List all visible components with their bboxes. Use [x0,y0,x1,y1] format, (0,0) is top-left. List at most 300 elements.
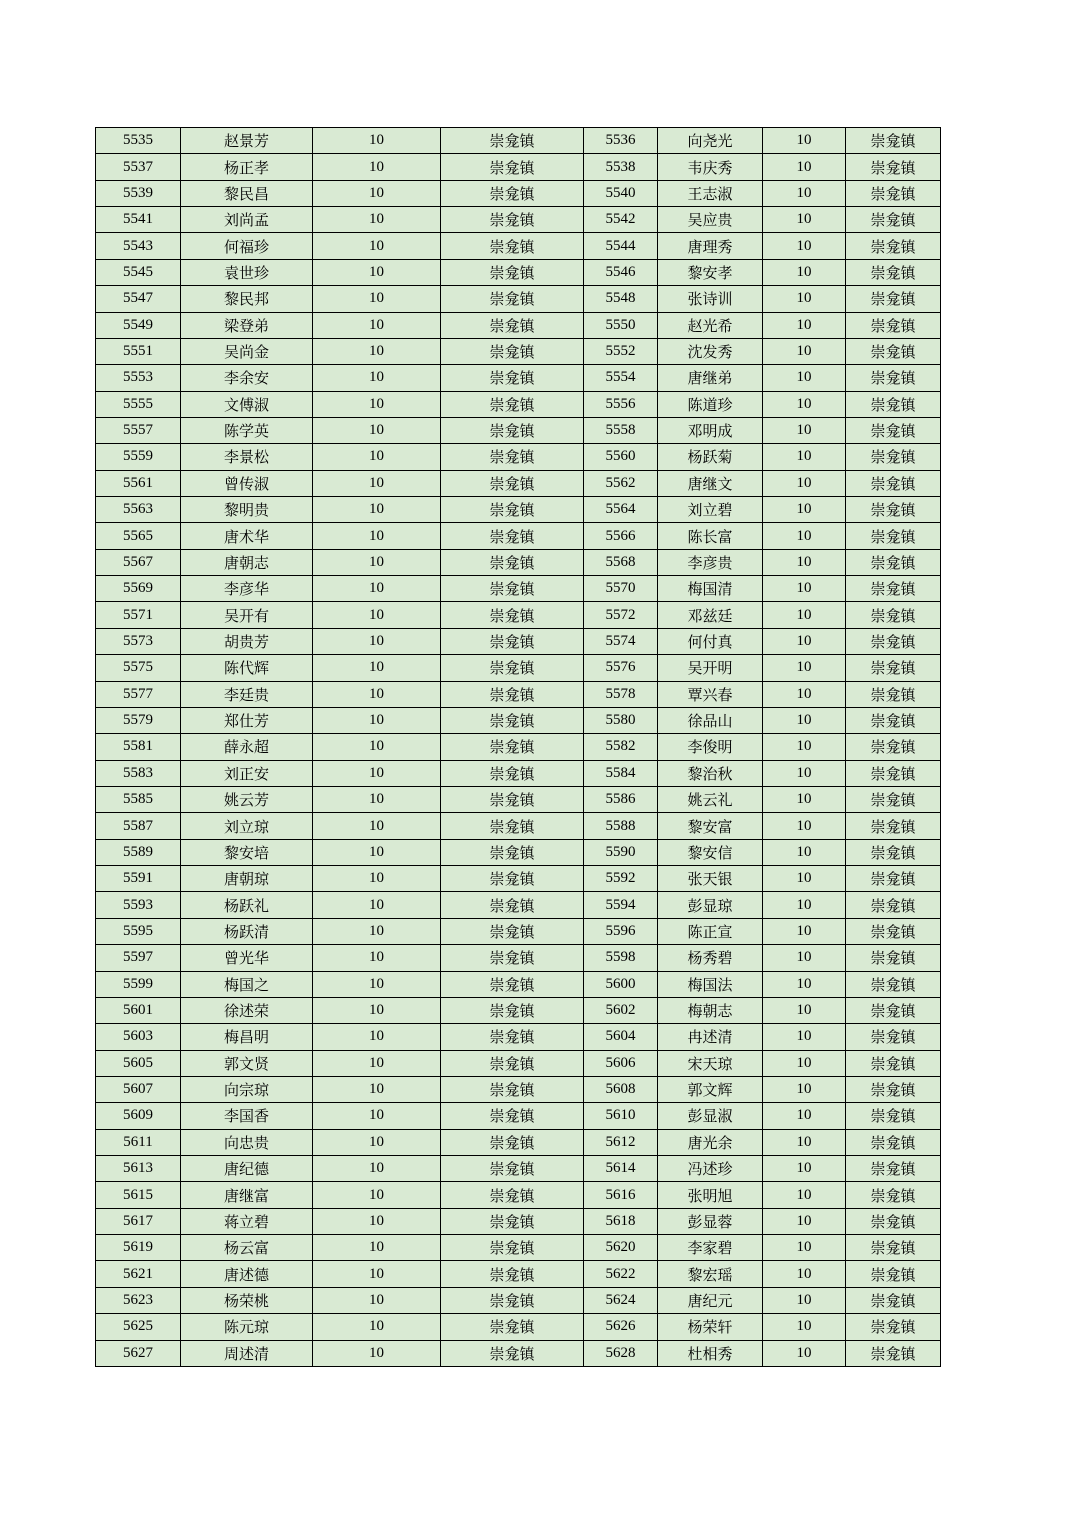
name-cell-left: 唐朝志 [181,549,313,575]
name-cell-right: 赵光希 [658,312,763,338]
name-cell-right: 李彦贵 [658,549,763,575]
name-cell-right: 唐继文 [658,470,763,496]
serial-cell-left: 5553 [96,365,181,391]
name-cell-right: 刘立碧 [658,497,763,523]
name-cell-right: 彭显淑 [658,1103,763,1129]
name-cell-right: 郭文辉 [658,1076,763,1102]
name-cell-left: 黎民邦 [181,286,313,312]
name-cell-right: 黎安孝 [658,259,763,285]
town-cell-right: 崇龛镇 [846,1182,941,1208]
serial-cell-left: 5617 [96,1208,181,1234]
serial-cell-left: 5545 [96,259,181,285]
name-cell-left: 唐继富 [181,1182,313,1208]
table-row [96,233,941,259]
serial-cell-left: 5587 [96,813,181,839]
town-cell-left: 崇龛镇 [441,813,584,839]
amount-cell-right: 10 [763,866,846,892]
serial-cell-left: 5585 [96,786,181,812]
serial-cell-right: 5548 [584,286,658,312]
serial-cell-right: 5554 [584,365,658,391]
amount-cell-left: 10 [313,786,441,812]
name-cell-left: 吴尚金 [181,338,313,364]
name-cell-right: 邓明成 [658,417,763,443]
table-row [96,655,941,681]
amount-cell-right: 10 [763,734,846,760]
serial-cell-left: 5573 [96,628,181,654]
town-cell-right: 崇龛镇 [846,918,941,944]
name-cell-left: 胡贵芳 [181,628,313,654]
amount-cell-right: 10 [763,549,846,575]
name-cell-left: 刘尚孟 [181,207,313,233]
table-row [96,417,941,443]
serial-cell-right: 5594 [584,892,658,918]
town-cell-left: 崇龛镇 [441,866,584,892]
amount-cell-left: 10 [313,1235,441,1261]
name-cell-right: 彭显蓉 [658,1208,763,1234]
serial-cell-left: 5543 [96,233,181,259]
amount-cell-right: 10 [763,338,846,364]
amount-cell-left: 10 [313,918,441,944]
name-cell-right: 彭显琼 [658,892,763,918]
serial-cell-right: 5620 [584,1235,658,1261]
amount-cell-right: 10 [763,839,846,865]
town-cell-left: 崇龛镇 [441,259,584,285]
serial-cell-right: 5590 [584,839,658,865]
name-cell-left: 徐述荣 [181,997,313,1023]
town-cell-right: 崇龛镇 [846,523,941,549]
name-cell-left: 黎明贵 [181,497,313,523]
town-cell-left: 崇龛镇 [441,391,584,417]
name-cell-left: 赵景芳 [181,128,313,154]
amount-cell-right: 10 [763,1129,846,1155]
amount-cell-right: 10 [763,707,846,733]
table-row [96,1235,941,1261]
table-row [96,259,941,285]
amount-cell-right: 10 [763,786,846,812]
amount-cell-left: 10 [313,207,441,233]
table-row [96,154,941,180]
name-cell-right: 杨秀碧 [658,945,763,971]
name-cell-right: 梅国法 [658,971,763,997]
town-cell-right: 崇龛镇 [846,839,941,865]
town-cell-left: 崇龛镇 [441,681,584,707]
town-cell-right: 崇龛镇 [846,286,941,312]
amount-cell-left: 10 [313,602,441,628]
serial-cell-left: 5561 [96,470,181,496]
amount-cell-left: 10 [313,892,441,918]
serial-cell-right: 5592 [584,866,658,892]
name-cell-right: 覃兴春 [658,681,763,707]
serial-cell-right: 5602 [584,997,658,1023]
table-row [96,286,941,312]
town-cell-left: 崇龛镇 [441,760,584,786]
town-cell-right: 崇龛镇 [846,1156,941,1182]
serial-cell-left: 5619 [96,1235,181,1261]
serial-cell-right: 5596 [584,918,658,944]
amount-cell-right: 10 [763,1287,846,1313]
name-cell-left: 蒋立碧 [181,1208,313,1234]
name-cell-left: 梅国之 [181,971,313,997]
amount-cell-right: 10 [763,945,846,971]
amount-cell-right: 10 [763,1076,846,1102]
serial-cell-right: 5558 [584,417,658,443]
town-cell-right: 崇龛镇 [846,971,941,997]
amount-cell-right: 10 [763,1182,846,1208]
amount-cell-right: 10 [763,1050,846,1076]
table-row [96,1340,941,1366]
serial-cell-left: 5607 [96,1076,181,1102]
serial-cell-right: 5560 [584,444,658,470]
town-cell-right: 崇龛镇 [846,655,941,681]
name-cell-left: 李余安 [181,365,313,391]
town-cell-right: 崇龛镇 [846,180,941,206]
name-cell-right: 王志淑 [658,180,763,206]
table-row [96,338,941,364]
town-cell-left: 崇龛镇 [441,576,584,602]
name-cell-left: 陈学英 [181,417,313,443]
amount-cell-left: 10 [313,365,441,391]
serial-cell-left: 5555 [96,391,181,417]
amount-cell-right: 10 [763,417,846,443]
name-cell-right: 韦庆秀 [658,154,763,180]
serial-cell-right: 5566 [584,523,658,549]
name-cell-right: 吴开明 [658,655,763,681]
serial-cell-left: 5595 [96,918,181,944]
name-cell-right: 陈长富 [658,523,763,549]
serial-cell-left: 5625 [96,1314,181,1340]
amount-cell-right: 10 [763,892,846,918]
table-row [96,207,941,233]
table-row [96,602,941,628]
serial-cell-left: 5583 [96,760,181,786]
amount-cell-left: 10 [313,312,441,338]
amount-cell-right: 10 [763,655,846,681]
name-cell-left: 杨荣桃 [181,1287,313,1313]
serial-cell-left: 5621 [96,1261,181,1287]
amount-cell-right: 10 [763,207,846,233]
amount-cell-left: 10 [313,971,441,997]
amount-cell-right: 10 [763,154,846,180]
town-cell-left: 崇龛镇 [441,1129,584,1155]
serial-cell-right: 5568 [584,549,658,575]
serial-cell-left: 5547 [96,286,181,312]
serial-cell-left: 5565 [96,523,181,549]
town-cell-right: 崇龛镇 [846,312,941,338]
amount-cell-right: 10 [763,497,846,523]
amount-cell-right: 10 [763,628,846,654]
name-cell-left: 杨跃礼 [181,892,313,918]
town-cell-right: 崇龛镇 [846,233,941,259]
town-cell-left: 崇龛镇 [441,523,584,549]
amount-cell-left: 10 [313,707,441,733]
town-cell-left: 崇龛镇 [441,945,584,971]
town-cell-left: 崇龛镇 [441,997,584,1023]
name-cell-left: 黎安培 [181,839,313,865]
town-cell-left: 崇龛镇 [441,892,584,918]
name-cell-right: 唐理秀 [658,233,763,259]
town-cell-left: 崇龛镇 [441,338,584,364]
name-cell-left: 曾传淑 [181,470,313,496]
name-cell-right: 黎宏瑶 [658,1261,763,1287]
town-cell-right: 崇龛镇 [846,681,941,707]
town-cell-left: 崇龛镇 [441,1076,584,1102]
town-cell-left: 崇龛镇 [441,734,584,760]
name-cell-left: 杨跃清 [181,918,313,944]
town-cell-left: 崇龛镇 [441,1103,584,1129]
amount-cell-left: 10 [313,259,441,285]
town-cell-right: 崇龛镇 [846,417,941,443]
name-cell-left: 唐纪德 [181,1156,313,1182]
town-cell-right: 崇龛镇 [846,945,941,971]
serial-cell-right: 5604 [584,1024,658,1050]
serial-cell-right: 5564 [584,497,658,523]
town-cell-right: 崇龛镇 [846,338,941,364]
name-cell-right: 杨荣轩 [658,1314,763,1340]
serial-cell-right: 5536 [584,128,658,154]
town-cell-right: 崇龛镇 [846,1340,941,1366]
table-row [96,523,941,549]
name-cell-right: 陈道珍 [658,391,763,417]
table-row [96,628,941,654]
name-cell-left: 唐述德 [181,1261,313,1287]
town-cell-left: 崇龛镇 [441,444,584,470]
town-cell-right: 崇龛镇 [846,707,941,733]
amount-cell-left: 10 [313,338,441,364]
name-cell-left: 姚云芳 [181,786,313,812]
amount-cell-right: 10 [763,523,846,549]
table-row [96,549,941,575]
name-cell-right: 沈发秀 [658,338,763,364]
table-row [96,1208,941,1234]
serial-cell-left: 5569 [96,576,181,602]
name-cell-left: 袁世珍 [181,259,313,285]
name-cell-left: 杨正孝 [181,154,313,180]
amount-cell-right: 10 [763,1340,846,1366]
name-cell-right: 何付真 [658,628,763,654]
table-row [96,839,941,865]
amount-cell-right: 10 [763,128,846,154]
town-cell-left: 崇龛镇 [441,655,584,681]
town-cell-right: 崇龛镇 [846,1076,941,1102]
serial-cell-right: 5570 [584,576,658,602]
amount-cell-right: 10 [763,1314,846,1340]
amount-cell-left: 10 [313,1156,441,1182]
serial-cell-right: 5584 [584,760,658,786]
amount-cell-left: 10 [313,839,441,865]
serial-cell-left: 5535 [96,128,181,154]
town-cell-right: 崇龛镇 [846,1050,941,1076]
amount-cell-right: 10 [763,470,846,496]
name-cell-right: 宋天琼 [658,1050,763,1076]
name-cell-left: 文傅淑 [181,391,313,417]
name-cell-left: 周述清 [181,1340,313,1366]
town-cell-right: 崇龛镇 [846,1129,941,1155]
amount-cell-left: 10 [313,1024,441,1050]
town-cell-left: 崇龛镇 [441,707,584,733]
serial-cell-right: 5608 [584,1076,658,1102]
town-cell-right: 崇龛镇 [846,786,941,812]
name-cell-right: 邓兹廷 [658,602,763,628]
amount-cell-left: 10 [313,813,441,839]
amount-cell-left: 10 [313,128,441,154]
name-cell-right: 唐继弟 [658,365,763,391]
town-cell-left: 崇龛镇 [441,1287,584,1313]
table-row [96,786,941,812]
town-cell-right: 崇龛镇 [846,760,941,786]
name-cell-right: 李家碧 [658,1235,763,1261]
table-row [96,760,941,786]
amount-cell-right: 10 [763,602,846,628]
serial-cell-left: 5579 [96,707,181,733]
amount-cell-left: 10 [313,1314,441,1340]
town-cell-left: 崇龛镇 [441,1314,584,1340]
amount-cell-right: 10 [763,760,846,786]
amount-cell-left: 10 [313,1208,441,1234]
town-cell-left: 崇龛镇 [441,918,584,944]
name-cell-left: 梅昌明 [181,1024,313,1050]
name-cell-right: 向尧光 [658,128,763,154]
serial-cell-left: 5581 [96,734,181,760]
serial-cell-right: 5540 [584,180,658,206]
name-cell-right: 冯述珍 [658,1156,763,1182]
amount-cell-right: 10 [763,312,846,338]
name-cell-left: 薛永超 [181,734,313,760]
table-row [96,470,941,496]
town-cell-left: 崇龛镇 [441,286,584,312]
table-row [96,1129,941,1155]
amount-cell-right: 10 [763,180,846,206]
table-row [96,734,941,760]
name-cell-left: 陈元琼 [181,1314,313,1340]
name-cell-right: 姚云礼 [658,786,763,812]
name-cell-left: 李景松 [181,444,313,470]
name-cell-left: 刘立琼 [181,813,313,839]
town-cell-left: 崇龛镇 [441,470,584,496]
serial-cell-left: 5609 [96,1103,181,1129]
town-cell-right: 崇龛镇 [846,1287,941,1313]
serial-cell-right: 5550 [584,312,658,338]
table-row [96,444,941,470]
amount-cell-left: 10 [313,760,441,786]
amount-cell-left: 10 [313,945,441,971]
name-cell-left: 陈代辉 [181,655,313,681]
table-row [96,1076,941,1102]
town-cell-right: 崇龛镇 [846,1235,941,1261]
amount-cell-right: 10 [763,813,846,839]
serial-cell-left: 5559 [96,444,181,470]
amount-cell-left: 10 [313,734,441,760]
serial-cell-left: 5627 [96,1340,181,1366]
table-row [96,1314,941,1340]
serial-cell-left: 5557 [96,417,181,443]
name-cell-right: 唐纪元 [658,1287,763,1313]
amount-cell-right: 10 [763,1024,846,1050]
name-cell-left: 杨云富 [181,1235,313,1261]
name-cell-right: 李俊明 [658,734,763,760]
town-cell-right: 崇龛镇 [846,391,941,417]
town-cell-right: 崇龛镇 [846,602,941,628]
serial-cell-left: 5567 [96,549,181,575]
serial-cell-left: 5605 [96,1050,181,1076]
town-cell-right: 崇龛镇 [846,154,941,180]
amount-cell-right: 10 [763,971,846,997]
name-cell-right: 吴应贵 [658,207,763,233]
town-cell-right: 崇龛镇 [846,1024,941,1050]
town-cell-right: 崇龛镇 [846,549,941,575]
town-cell-left: 崇龛镇 [441,1050,584,1076]
table-row [96,1024,941,1050]
town-cell-right: 崇龛镇 [846,866,941,892]
serial-cell-left: 5577 [96,681,181,707]
serial-cell-left: 5597 [96,945,181,971]
amount-cell-left: 10 [313,1287,441,1313]
town-cell-right: 崇龛镇 [846,470,941,496]
table-row [96,945,941,971]
town-cell-left: 崇龛镇 [441,365,584,391]
town-cell-left: 崇龛镇 [441,1182,584,1208]
table-row [96,497,941,523]
table-row [96,1156,941,1182]
town-cell-right: 崇龛镇 [846,576,941,602]
amount-cell-left: 10 [313,681,441,707]
town-cell-left: 崇龛镇 [441,233,584,259]
serial-cell-right: 5552 [584,338,658,364]
table-row [96,312,941,338]
amount-cell-left: 10 [313,866,441,892]
town-cell-left: 崇龛镇 [441,417,584,443]
amount-cell-left: 10 [313,997,441,1023]
name-cell-left: 唐术华 [181,523,313,549]
town-cell-right: 崇龛镇 [846,1314,941,1340]
table-row [96,997,941,1023]
amount-cell-left: 10 [313,444,441,470]
amount-cell-left: 10 [313,154,441,180]
serial-cell-right: 5562 [584,470,658,496]
town-cell-left: 崇龛镇 [441,628,584,654]
town-cell-left: 崇龛镇 [441,1235,584,1261]
name-cell-left: 刘正安 [181,760,313,786]
town-cell-right: 崇龛镇 [846,207,941,233]
amount-cell-right: 10 [763,259,846,285]
amount-cell-left: 10 [313,1050,441,1076]
town-cell-right: 崇龛镇 [846,1208,941,1234]
serial-cell-right: 5576 [584,655,658,681]
serial-cell-left: 5623 [96,1287,181,1313]
name-cell-right: 张诗训 [658,286,763,312]
town-cell-left: 崇龛镇 [441,1156,584,1182]
name-cell-right: 杜相秀 [658,1340,763,1366]
table-row [96,707,941,733]
serial-cell-right: 5542 [584,207,658,233]
town-cell-left: 崇龛镇 [441,1340,584,1366]
town-cell-left: 崇龛镇 [441,497,584,523]
name-cell-left: 李廷贵 [181,681,313,707]
name-cell-right: 唐光余 [658,1129,763,1155]
town-cell-left: 崇龛镇 [441,549,584,575]
town-cell-left: 崇龛镇 [441,602,584,628]
serial-cell-left: 5611 [96,1129,181,1155]
name-cell-right: 徐品山 [658,707,763,733]
serial-cell-right: 5582 [584,734,658,760]
table-row [96,918,941,944]
amount-cell-left: 10 [313,1103,441,1129]
amount-cell-left: 10 [313,391,441,417]
table-row [96,1103,941,1129]
name-cell-left: 向忠贵 [181,1129,313,1155]
amount-cell-right: 10 [763,1103,846,1129]
town-cell-right: 崇龛镇 [846,365,941,391]
table-row [96,128,941,154]
